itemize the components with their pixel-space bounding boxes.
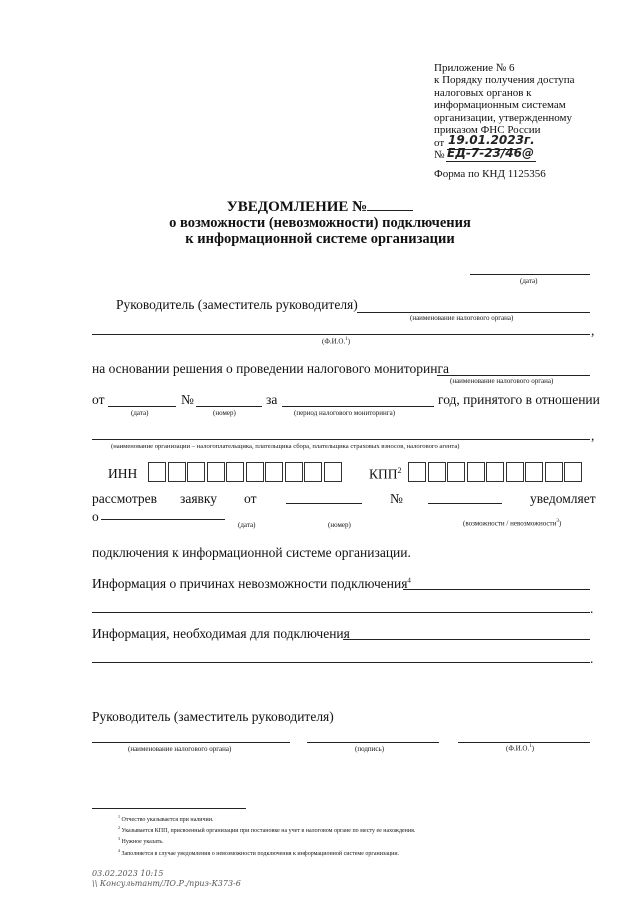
reasons-field-2[interactable] [92, 612, 590, 613]
kpp-cell[interactable] [408, 462, 426, 482]
kpp-label: КПП$^2$ [369, 466, 402, 482]
possibility-field[interactable] [101, 519, 225, 520]
request-label: заявку [180, 491, 218, 506]
tax-authority-caption-3: (наименование налогового органа) [128, 745, 232, 753]
kpp-cell[interactable] [447, 462, 465, 482]
inn-cell[interactable] [226, 462, 244, 482]
info-needed-dot: . [590, 651, 594, 666]
tax-authority-caption: (наименование налогового органа) [410, 314, 514, 322]
inn-label: ИНН [108, 466, 138, 481]
signature-field[interactable] [307, 742, 439, 743]
date-caption-2: (дата) [131, 409, 149, 417]
appendix-line5: организации, утвержденному [434, 112, 572, 124]
za-label: за [266, 392, 278, 407]
fio-comma: , [591, 323, 595, 338]
org-name-field[interactable] [92, 439, 590, 440]
appendix-num-underline [446, 161, 536, 162]
fio-field-2[interactable] [458, 742, 590, 743]
notifies-label: уведомляет [530, 491, 596, 506]
inn-cell[interactable] [265, 462, 283, 482]
reasons-dot: . [590, 601, 594, 616]
fio-field[interactable] [92, 334, 590, 335]
appendix-line2: к Порядку получения доступа [434, 74, 575, 86]
head-label-2: Руководитель (заместитель руководителя) [92, 709, 334, 724]
ot-label-2: от [244, 491, 257, 506]
inn-cell[interactable] [168, 462, 186, 482]
footnote-divider [92, 808, 246, 809]
appendix-line4: информационным системам [434, 99, 566, 111]
kpp-cell[interactable] [545, 462, 563, 482]
inn-cell[interactable] [187, 462, 205, 482]
inn-cell[interactable] [285, 462, 303, 482]
appendix-line3: налоговых органов к [434, 87, 532, 99]
reasons-label: Информация о причинах невозможности подключения$^4$ [92, 576, 411, 591]
info-needed-label: Информация, необходимая для подключения [92, 626, 350, 641]
connection-text: подключения к информационной системе организации. [92, 545, 411, 560]
footnote-1: $^1$ Отчество указывается при наличии. [118, 814, 214, 823]
inn-cell[interactable] [324, 462, 342, 482]
ot-label: от [92, 392, 105, 407]
possibility-caption: (возможности / невозможности$^3$) [463, 519, 562, 528]
footnote-2: $^2$ Указывается КПП, присвоенный организации при постановке на учет в налоговом органе по месту ее нахождения. [118, 825, 416, 835]
inn-cell[interactable] [246, 462, 264, 482]
o-label: о [92, 509, 99, 524]
tax-authority-field-2[interactable] [437, 375, 590, 376]
appendix-line1: Приложение № 6 [434, 62, 515, 74]
tax-authority-field-3[interactable] [92, 742, 290, 743]
footnotes [118, 813, 588, 858]
inn-cell[interactable] [207, 462, 225, 482]
period-field[interactable] [282, 406, 434, 407]
notice-title [0, 199, 640, 216]
fio-caption: (Ф.И.О.$^1$) [322, 337, 351, 346]
number-caption-2: (номер) [328, 521, 351, 529]
org-name-caption: (наименование организации – налогоплательщика, плательщика сбора, плательщика страховых взносов, налогового агента) [111, 443, 460, 450]
head-label: Руководитель (заместитель руководителя) [116, 297, 358, 312]
no-label-2: № [390, 491, 403, 506]
appendix-num-handwritten: ЕД-7-23/46@ [447, 146, 534, 160]
org-comma: , [591, 428, 595, 443]
kpp-cell[interactable] [506, 462, 524, 482]
kpp-cell[interactable] [486, 462, 504, 482]
info-needed-field-2[interactable] [92, 662, 590, 663]
appendix-date-prefix: от [434, 137, 445, 149]
date-field[interactable] [470, 274, 590, 275]
form-code: Форма по КНД 1125356 [434, 168, 546, 180]
inn-cell[interactable] [148, 462, 166, 482]
kpp-cell[interactable] [564, 462, 582, 482]
no-label: № [181, 392, 194, 407]
number-caption: (номер) [213, 409, 236, 417]
decision-number-field[interactable] [196, 406, 262, 407]
signature-caption: (подпись) [355, 745, 385, 753]
year-text: год, принятого в отношении [438, 392, 600, 407]
info-needed-field[interactable] [343, 639, 590, 640]
notice-subtitle-line1: о возможности (невозможности) подключения [169, 215, 471, 231]
request-number-field[interactable] [428, 503, 502, 504]
request-date-field[interactable] [286, 503, 362, 504]
date-caption: (дата) [520, 277, 538, 285]
print-path: \\ Консультант/ЛО.Р./приз-К373-6 [92, 879, 241, 888]
kpp-cell[interactable] [428, 462, 446, 482]
appendix-date-handwritten: 19.01.2023г. [448, 133, 535, 147]
decision-label: на основании решения о проведении налогового мониторинга [92, 361, 449, 376]
footnote-3: $^3$ Нужное указать. [118, 836, 164, 846]
period-caption: (период налогового мониторинга) [294, 409, 396, 417]
appendix-line6: приказом ФНС России [434, 124, 541, 136]
footnote-4: $^4$ Заполняется в случае уведомления о невозможности подключения к информационной системе организации. [118, 847, 400, 857]
reasons-field[interactable] [403, 589, 590, 590]
decision-date-field[interactable] [108, 406, 176, 407]
fio-caption-2: (Ф.И.О.$^1$) [506, 744, 535, 753]
reviewed-label: рассмотрев [92, 491, 158, 506]
kpp-cell[interactable] [525, 462, 543, 482]
print-timestamp: 03.02.2023 10:15 [92, 869, 164, 878]
kpp-cell[interactable] [467, 462, 485, 482]
notice-title-text: УВЕДОМЛЕНИЕ № [226, 199, 368, 215]
tax-authority-field[interactable] [357, 312, 590, 313]
tax-authority-caption-2: (наименование налогового органа) [450, 377, 554, 385]
date-caption-3: (дата) [238, 521, 256, 529]
appendix-num-prefix: № [434, 149, 445, 161]
inn-cell[interactable] [304, 462, 322, 482]
notice-subtitle-line2: к информационной системе организации [185, 231, 455, 247]
